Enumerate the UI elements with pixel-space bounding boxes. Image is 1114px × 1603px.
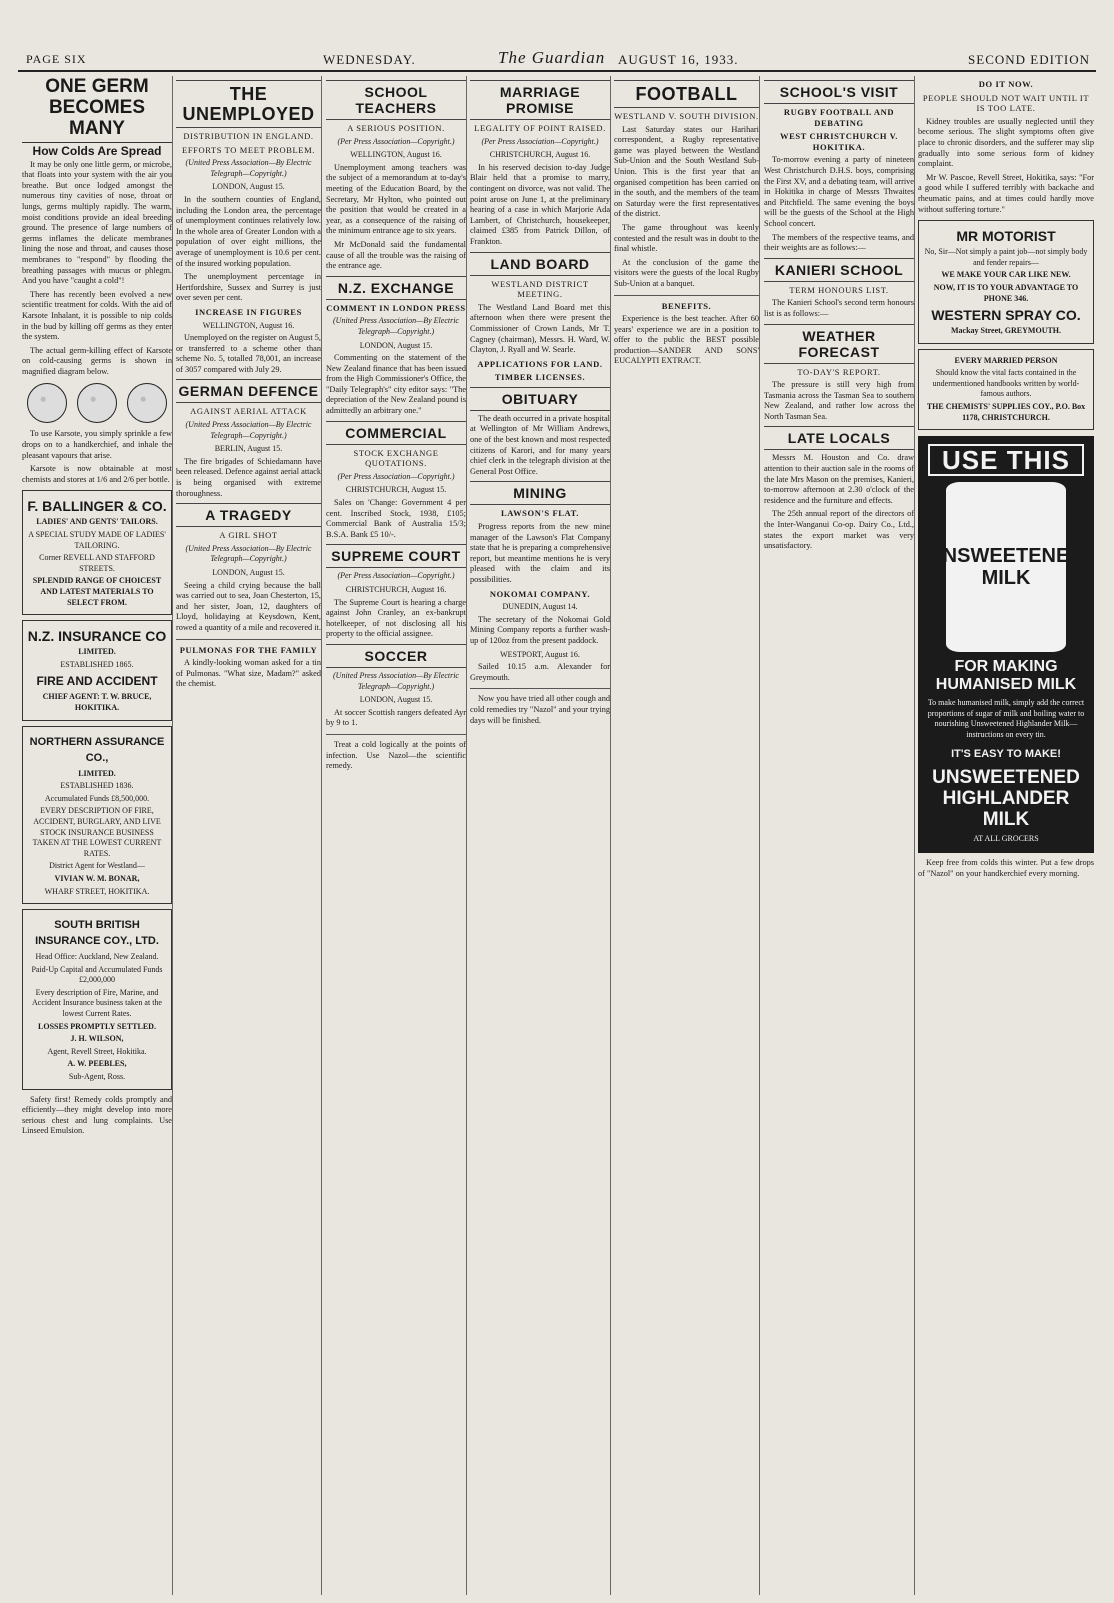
dateline: LONDON, August 15. — [212, 182, 285, 192]
ad-title: SOUTH BRITISH INSURANCE COY., LTD. — [35, 919, 159, 948]
press-credit: (Per Press Association—Copyright.) — [337, 136, 455, 146]
ad-line: WHARF STREET, HOKITIKA. — [44, 886, 150, 896]
article-paragraph: Unemployed on the register on August 5, or transferred to a scheme other than scheme No. 5, totalled 78,001, an increase of 3057 compared with July 29. — [176, 333, 321, 374]
dateline: CHRISTCHURCH, August 15. — [345, 485, 447, 495]
article-paragraph: Sales on 'Change: Government 4 per cent. Inscribed Stock, 1938, £105; Commercial Bank of Australia 15/3; B.S.A. Bank £5 10/-. — [326, 498, 466, 539]
subheading: PULMONAS FOR THE FAMILY — [179, 644, 318, 655]
ad-line: District Agent for Westland— — [49, 861, 145, 871]
ad-line: THE CHEMISTS' SUPPLIES COY., P.O. Box 1178, CHRISTCHURCH. — [926, 402, 1086, 422]
mr-motorist-ad — [918, 220, 1094, 344]
subheading: LAWSON'S FLAT. — [501, 508, 579, 519]
column-1 — [22, 76, 173, 1595]
subheading: BENEFITS. — [661, 300, 712, 311]
headline-obituary: OBITUARY — [470, 387, 610, 411]
subheading: AGAINST AERIAL ATTACK — [190, 406, 307, 417]
article-paragraph: The unemployment percentage in Hertfordshire, Sussex and Surrey is just over seven per cent. — [176, 272, 321, 303]
press-credit: (Per Press Association—Copyright.) — [481, 136, 599, 146]
article-paragraph: Mr McDonald said the fundamental cause of all the trouble was the raising of the entrance age. — [326, 239, 466, 271]
ad-title: MR MOTORIST — [956, 228, 1056, 245]
article-paragraph: Mr W. Pascoe, Revell Street, Hokitika, says: "For a good while I suffered terribly with backache and rheumatic pains, and at times could hardly move without suffering torture." — [918, 172, 1094, 214]
milk-instructions: To make humanised milk, simply add the correct proportions of sugar of milk and boiling water to nourishing Unsweetened Highlander Milk—instructions on every tin. — [927, 698, 1085, 740]
subheading: WESTLAND DISTRICT MEETING. — [491, 278, 589, 300]
masthead — [18, 48, 1096, 72]
ad-line: Head Office: Auckland, New Zealand. — [35, 952, 159, 962]
ad-line: SPLENDID RANGE OF CHOICEST AND LATEST MATERIALS TO SELECT FROM. — [32, 576, 162, 607]
ballinger-ad — [22, 490, 172, 615]
germ-headline: ONE GERM BECOMES MANY — [45, 76, 149, 139]
ad-line: NOW, IT IS TO YOUR ADVANTAGE TO PHONE 346. — [933, 282, 1079, 303]
headline-school-teachers: SCHOOL TEACHERS — [326, 80, 466, 120]
ad-line: VIVIAN W. M. BONAR, — [54, 873, 140, 883]
subheading: STOCK EXCHANGE QUOTATIONS. — [353, 447, 439, 469]
ad-title: EVERY MARRIED PERSON — [954, 355, 1058, 365]
article-paragraph: The Kanieri School's second term honours list is as follows:— — [764, 298, 914, 318]
article-paragraph: To-morrow evening a party of nineteen West Christchurch D.H.S. boys, comprising the First XV, and a debating team, will arrive in Hokitika in charge of Messrs Thwaites and Pitchfield. The same evening the boys will be the guests of the School at the High School concert. — [764, 155, 914, 228]
ad-line: LOSSES PROMPTLY SETTLED. — [38, 1021, 156, 1031]
ad-line: Agent, Revell Street, Hokitika. — [47, 1046, 147, 1056]
article-paragraph: Messrs M. Houston and Co. draw attention to their auction sale in the rooms of the late Mrs Mason on the premises, Kanieri, to-morrow afternoon at 2.30 o'clock of the residence and the furniture and effects. — [764, 453, 914, 505]
article-paragraph: Seeing a child crying because the ball was carried out to sea, Joan Chesterton, 15, and her sister, Joan, 12, daughters of Lloyd, holidaying at Keysdown, Kent, rowed a quantity of a mile and recovered it. — [176, 580, 321, 632]
germ-figure-2 — [77, 383, 117, 423]
newspaper-title: The Guardian — [498, 48, 606, 67]
column-7 — [918, 76, 1094, 1595]
article-paragraph: Treat a cold logically at the points of infection. Use Nazol—the scientific remedy. — [326, 739, 466, 771]
ad-line: Paid-Up Capital and Accumulated Funds £2,000,000 — [31, 964, 163, 985]
germ-diagram — [22, 383, 172, 423]
headline-commercial: COMMERCIAL — [326, 421, 466, 445]
headline-late-locals: LATE LOCALS — [764, 426, 914, 450]
headline-mining: MINING — [470, 481, 610, 505]
milk-can-image: UNSWEETENED MILK — [946, 482, 1066, 652]
married-person-ad — [918, 349, 1094, 431]
article-paragraph: To use Karsote, you simply sprinkle a few drops on to a handkerchief, and inhale the pleasant vapours that arise. — [22, 429, 172, 460]
ad-line: LIMITED. — [78, 647, 116, 657]
article-paragraph: The members of the respective teams, and their weights are as follows:— — [764, 232, 914, 253]
ad-line: WE MAKE YOUR CAR LIKE NEW. — [941, 270, 1071, 280]
subheading: DO IT NOW. — [978, 79, 1034, 89]
subheading: TIMBER LICENSES. — [494, 372, 586, 383]
column-4 — [470, 76, 611, 1595]
headline-schools-visit: SCHOOL'S VISIT — [764, 80, 914, 104]
article-paragraph: The actual germ-killing effect of Karsote on cold-causing germs is shown in magnified diagram below. — [22, 345, 172, 376]
germ-subheadline: How Colds Are Spread — [22, 142, 172, 157]
milk-tagline: IT'S EASY TO MAKE! — [951, 747, 1061, 760]
subheading: TO-DAY'S REPORT. — [797, 366, 881, 377]
article-paragraph: In the southern counties of England, including the London area, the percentage of unemployment continues relatively low. In the whole area of Greater London with a population of over eight millions, the average of unemployment is 10.6 per cent. of the insured working population. — [176, 194, 321, 268]
milk-subheadline: FOR MAKING HUMANISED MILK — [935, 658, 1077, 694]
ad-line: Mackay Street, GREYMOUTH. — [950, 326, 1062, 336]
press-credit: (United Press Association—By Electric Telegraph—Copyright.) — [185, 420, 312, 440]
subheading: A SERIOUS POSITION. — [347, 123, 445, 133]
headline-marriage-promise: MARRIAGE PROMISE — [470, 80, 610, 120]
dateline: CHRISTCHURCH, August 16. — [345, 585, 447, 594]
article-paragraph: At soccer Scottish rangers defeated Ayr by 9 to 1. — [326, 707, 466, 728]
headline-kanieri-school: KANIERI SCHOOL — [764, 258, 914, 282]
column-2 — [176, 76, 322, 1595]
divider — [614, 295, 759, 296]
divider — [176, 639, 321, 640]
edition-label: SECOND EDITION — [968, 52, 1090, 67]
article-paragraph: Commenting on the statement of the New Zealand finance that has been issued from the High Commissioner's Office, the "Daily Telegraph's" city editor says: "The depreciation of the New Zealand pound is admittedly an arbitrary one." — [326, 353, 466, 416]
ad-line: Should know the vital facts contained in the undermentioned handbooks written by world-famous authors. — [932, 368, 1080, 399]
article-paragraph: The pressure is still very high from Tasmania across the Tasman Sea to southern New Zealand, and rather low across the North Tasman Sea. — [764, 380, 914, 421]
ad-line: A. W. PEEBLES, — [67, 1059, 127, 1069]
article-paragraph: The secretary of the Nokomai Gold Mining Company reports a further wash-up of 120oz from the present paddock. — [470, 614, 610, 645]
headline-land-board: LAND BOARD — [470, 252, 610, 276]
dateline: BERLIN, August 15. — [214, 444, 283, 454]
ad-line: J. H. WILSON, — [70, 1034, 124, 1044]
subheading: TERM HONOURS LIST. — [789, 284, 889, 295]
masthead-date: AUGUST 16, 1933. — [618, 52, 739, 67]
subheading: INCREASE IN FIGURES — [195, 306, 302, 317]
headline-weather-forecast: WEATHER FORECAST — [764, 324, 914, 364]
ad-title: N.Z. INSURANCE CO — [27, 628, 167, 645]
dateline: WELLINGTON, August 16. — [202, 320, 295, 330]
northern-assurance-ad — [22, 726, 172, 905]
column-3 — [326, 76, 467, 1595]
ad-title: F. BALLINGER & CO. — [27, 498, 167, 515]
ad-line: A SPECIAL STUDY MADE OF LADIES' TAILORING. — [28, 530, 166, 550]
ad-line: LADIES' AND GENTS' TAILORS. — [36, 517, 158, 527]
nz-insurance-ad — [22, 620, 172, 720]
article-paragraph: Keep free from colds this winter. Put a few drops of "Nazol" on your handkerchief every morning. — [918, 858, 1094, 878]
dateline: LONDON, August 15. — [212, 568, 285, 577]
ad-line: ESTABLISHED 1836. — [60, 781, 134, 791]
subheading: PEOPLE SHOULD NOT WAIT UNTIL IT IS TOO LATE. — [922, 92, 1090, 114]
ad-line: EVERY DESCRIPTION OF FIRE, ACCIDENT, BURGLARY, AND LIVE STOCK INSURANCE BUSINESS TAKEN AT THE LOWEST CURRENT RATES. — [32, 806, 162, 858]
ad-line: CHIEF AGENT: T. W. BRUCE, HOKITIKA. — [42, 692, 152, 712]
subheading: LEGALITY OF POINT RAISED. — [474, 123, 606, 133]
column-5 — [614, 76, 760, 1595]
column-6 — [764, 76, 915, 1595]
article-paragraph: Experience is the best teacher. After 60 years' experience we are in a position to offer to the public the BEST possible production—SANDER AND SONS' EUCALYPTI EXTRACT. — [614, 314, 759, 366]
subheading: NOKOMAI COMPANY. — [489, 588, 591, 599]
subheading: COMMENT IN LONDON PRESS — [326, 302, 466, 313]
ad-line: ESTABLISHED 1865. — [60, 659, 134, 669]
milk-availability: AT ALL GROCERS — [973, 833, 1039, 843]
press-credit: (United Press Association—By Electric Telegraph—Copyright.) — [333, 316, 459, 336]
headline-german-defence: GERMAN DEFENCE — [176, 379, 321, 403]
headline-football: FOOTBALL — [614, 80, 759, 108]
press-credit: (United Press Association—By Electric Telegraph—Copyright.) — [185, 158, 312, 178]
subheading: APPLICATIONS FOR LAND. — [477, 358, 603, 369]
ad-line: Every description of Fire, Marine, and Accident Insurance business taken at the lowest Current Rates. — [32, 987, 162, 1019]
article-paragraph: The Westland Land Board met this afternoon when there were present the Commissioner of Crown Lands, Mr T. Cagney (chairman), Messrs. H. Ward, W. Clayton, J. Ryall and W. Searle. — [470, 302, 610, 355]
article-paragraph: There has recently been evolved a new scientific treatment for colds. With the aid of Karsote Inhalant, it is possible to nip colds in the bud by killing off germs as they enter the system. — [22, 289, 172, 342]
milk-headline: USE THIS — [928, 444, 1084, 476]
south-british-ad — [22, 909, 172, 1090]
headline-tragedy: A TRAGEDY — [176, 503, 321, 527]
dateline: DUNEDIN, August 14. — [502, 602, 578, 612]
article-paragraph: Sailed 10.15 a.m. Alexander for Greymouth. — [470, 662, 610, 682]
ad-line: Sub-Agent, Ross. — [68, 1072, 126, 1082]
subheading: A GIRL SHOT — [219, 530, 278, 541]
ad-title: NORTHERN ASSURANCE CO., — [29, 735, 165, 764]
subheading: DISTRIBUTION IN ENGLAND. — [183, 131, 314, 141]
article-paragraph: Kidney troubles are usually neglected until they become serious. The slight symptoms often give place to chronic disorders, and the sufferer may slip gradually into some serious form of kidney complaint. — [918, 116, 1094, 169]
headline-nz-exchange: N.Z. EXCHANGE — [326, 276, 466, 300]
dateline: CHRISTCHURCH, August 16. — [489, 150, 591, 160]
dateline: LONDON, August 15. — [359, 695, 433, 705]
article-paragraph: The 25th annual report of the directors of the Inter-Wanganui Co-op. Dairy Co., Ltd., states the export market was very unsatisfactory. — [764, 509, 914, 551]
headline-supreme-court: SUPREME COURT — [326, 544, 466, 568]
subheading: EFFORTS TO MEET PROBLEM. — [182, 144, 315, 155]
article-paragraph: Karsote is now obtainable at most chemists and stores at 1/6 and 2/6 per bottle. — [22, 464, 172, 484]
article-paragraph: The game throughout was keenly contested and the result was in doubt to the final whistle. — [614, 222, 759, 254]
page-number: PAGE SIX — [26, 52, 87, 66]
germ-figure-3 — [127, 383, 167, 423]
masthead-day: WEDNESDAY. — [323, 52, 416, 67]
article-paragraph: Last Saturday states our Harihari correspondent, a Rugby representative game was played between the Westland Sub-Union and the South Westland Sub-Union. This is the first year that an organised competition has been carried on in the south, and the members of the team on Saturday were the first representatives of the district. — [614, 124, 759, 219]
subheading: WESTLAND V. SOUTH DIVISION. — [614, 111, 759, 121]
ad-line: Accumulated Funds £8,500,000. — [44, 793, 150, 803]
dateline: WELLINGTON, August 16. — [350, 150, 442, 160]
article-paragraph: The death occurred in a private hospital at Wellington of Mr William Andrews, one of the best known and most respected citizens of Karori, and for many years chief clerk in the telegraph division at the General Post Office. — [470, 413, 610, 476]
press-credit: (United Press Association—By Electric Telegraph—Copyright.) — [333, 670, 459, 691]
divider — [470, 688, 610, 689]
article-paragraph: A kindly-looking woman asked for a tin of Pulmonas. "What size, Madam?" asked the chemist. — [176, 658, 321, 689]
ad-line: Corner REVELL AND STAFFORD STREETS. — [39, 553, 155, 573]
ad-line: LIMITED. — [78, 768, 116, 778]
article-paragraph: Unemployment among teachers was the subject of a memorandum at to-day's meeting of the Education Board, by the Secretary, Mr Hylton, who pointed out the position that would be created in a year, as a consequence of the raising of the minimum entrance age to six years. — [326, 162, 466, 236]
article-paragraph: The fire brigades of Schiedamann have been released. Defence against aerial attack is being organised with extreme thoroughness. — [176, 456, 321, 498]
press-credit: (United Press Association—By Electric Telegraph—Copyright.) — [185, 543, 312, 564]
ad-title: WESTERN SPRAY CO. — [931, 307, 1081, 324]
dateline: WESTPORT, August 16. — [500, 649, 580, 659]
article-paragraph: At the conclusion of the game the visitors were the guests of the local Rugby Sub-Union at a banquet. — [614, 257, 759, 288]
dateline: LONDON, August 15. — [359, 340, 433, 350]
milk-brand: UNSWEETENED HIGHLANDER MILK — [932, 766, 1080, 830]
divider — [326, 734, 466, 735]
article-paragraph: Safety first! Remedy colds promptly and efficiently—they might develop into more serious chest and lung complaints. Use Linseed Emulsion. — [22, 1094, 172, 1136]
subheading: RUGBY FOOTBALL AND DEBATING — [783, 107, 895, 128]
headline-unemployed: THE UNEMPLOYED — [176, 80, 321, 128]
article-paragraph: In his reserved decision to-day Judge Blair held that a promise to marry, contingent on divorce, was not valid. The point arose on June 1, at the preliminary hearing of a case in which Marjorie Ada Lambert, of Christchurch, housekeeper, claimed £385 from Patrick Dillon, of Frankton. — [470, 162, 610, 246]
article-paragraph: The Supreme Court is hearing a charge against John Cranley, an ex-bankrupt hotelkeeper, of not disclosing all his property to the official assignee. — [326, 597, 466, 639]
ad-subtitle: FIRE AND ACCIDENT — [36, 674, 158, 689]
ad-line: No, Sir—Not simply a paint job—not simply body and fender repairs— — [924, 247, 1088, 267]
germ-figure-1 — [27, 383, 67, 423]
subheading: WEST CHRISTCHURCH V. HOKITIKA. — [779, 131, 899, 152]
highlander-milk-ad — [918, 436, 1094, 853]
headline-soccer: SOCCER — [326, 644, 466, 668]
article-paragraph: Now you have tried all other cough and cold remedies try "Nazol" and your trying days will be finished. — [470, 694, 610, 725]
article-paragraph: It may be only one little germ, or microbe, that floats into your system with the air you breathe. But once lodged amongst the numerous tiny cavities of nose, throat or lungs, germs multiply rapidly. The warm, moist conditions provide an ideal breeding ground. The presence of large numbers of germs inflames the delicate membranes lining the nose and throat, and causes those membranes to "respond" by flooding the breathing passages with mucus or phlegm. And you have "caught a cold"! — [22, 159, 172, 286]
press-credit: (Per Press Association—Copyright.) — [337, 571, 455, 581]
press-credit: (Per Press Association—Copyright.) — [337, 471, 455, 481]
article-paragraph: Progress reports from the new mine manager of the Lawson's Flat Company state that he is preparing a comprehensive report, but meantime mentions he is very pleased with the claim and its possibilities. — [470, 522, 610, 584]
